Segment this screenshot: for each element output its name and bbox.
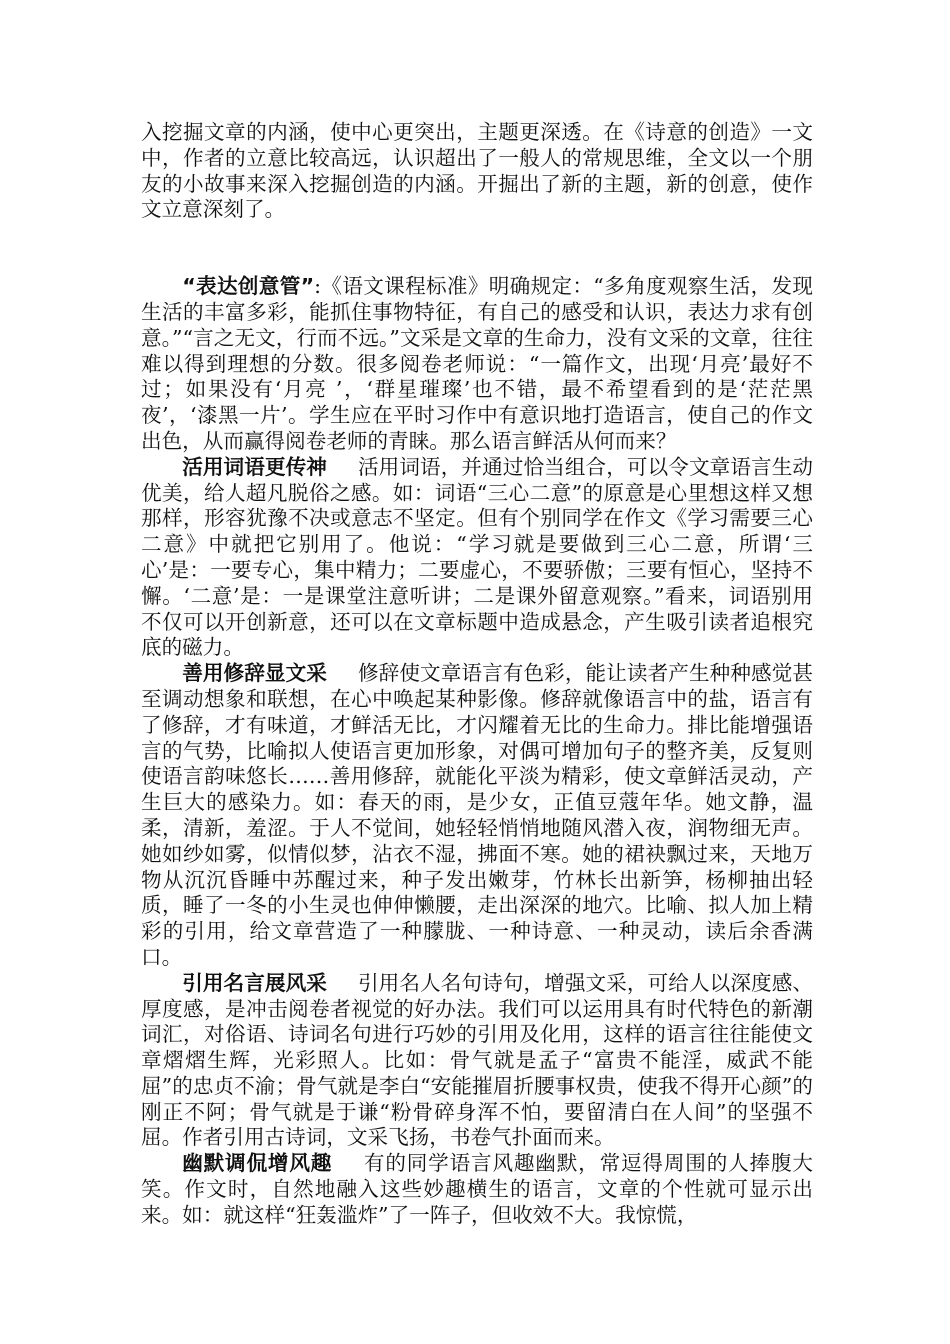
point-heading-2: 善用修辞显文采 bbox=[182, 661, 327, 686]
paragraph-gap bbox=[141, 223, 813, 274]
point-paragraph-2 bbox=[141, 661, 813, 971]
point-text-2: 修辞使文章语言有色彩，能让读者产生种种感觉甚至调动想象和联想，在心中唤起某种影像。修辞就像语言中的盐，语言有了修辞，才有味道，才鲜活无比，才闪耀着无比的生命力。排比能增强语言的气势，比喻拟人使语言更加形象，对偶可增加句子的整齐美，反复则使语言韵味悠长……善用修辞，就能化平淡为精彩，使文章鲜活灵动，产生巨大的感染力。如：春天的雨，是少女，正值豆蔻年华。她文静，温柔，清新，羞涩。于人不觉间，她轻轻悄悄地随风潜入夜，润物细无声。她如纱如雾，似情似梦，沾衣不湿，拂面不寒。她的裙袂飘过来，天地万物从沉沉昏睡中苏醒过来，种子发出嫩芽，竹林长出新笋，杨柳抽出轻质，睡了一冬的小生灵也伸伸懒腰，走出深深的地穴。比喻、拟人加上精彩的引用，给文章营造了一种朦胧、一种诗意、一种灵动，读后余香满口。 bbox=[141, 661, 814, 969]
point-paragraph-1 bbox=[141, 455, 813, 661]
point-text-1: 活用词语，并通过恰当组合，可以令文章语言生动优美，给人超凡脱俗之感。如：词语“三心二意”的原意是心里想这样又想那样，形容犹豫不决或意志不坚定。但有个别同学在作文《学习需要三心二意》中就把它别用了。他说：“学习就是要做到三心二意，所谓‘三心’是：一要专心，集中精力；二要虚心，不要骄傲；三要有恒心，坚持不懈。‘二意’是：一是课堂注意听讲；二是课外留意观察。”看来，词语别用不仅可以开创新意，还可以在文章标题中造成悬念，产生吸引读者追根究底的磁力。 bbox=[141, 454, 814, 660]
point-text-3: 引用名人名句诗句，增强文采，可给人以深度感、厚度感，是冲击阅卷者视觉的好办法。我们可以运用具有时代特色的新潮词汇，对俗语、诗词名句进行巧妙的引用及化用，这样的语言往往能使文章熠熠生辉，光彩照人。比如：骨气就是孟子“富贵不能淫，威武不能屈”的忠贞不渝；骨气就是李白“安能摧眉折腰事权贵，使我不得开心颜”的刚正不阿；骨气就是于谦“粉骨碎身浑不怕，要留清白在人间”的坚强不屈。作者引用古诗词，文采飞扬，书卷气扑面而来。 bbox=[141, 970, 814, 1150]
point-text-4: 有的同学语言风趣幽默，常逗得周围的人捧腹大笑。作文时，自然地融入这些妙趣横生的语言，文章的个性就可显示出来。如：就这样“狂轰滥炸”了一阵子，但收效不大。我惊慌， bbox=[141, 1151, 814, 1227]
point-heading-4: 幽默调侃增风趣 bbox=[182, 1151, 333, 1176]
section-paragraph bbox=[141, 274, 813, 455]
section-text: :《语文课程标准》明确规定：“多角度观察生活，发现生活的丰富多彩，能抓住事物特征，有自己的感受和认识，表达力求有创意。”“言之无文，行而不远。”文采是文章的生命力，没有文采的文章，往往难以得到理想的分数。很多阅卷老师说：“一篇作文，出现‘月亮’最好不过；如果没有‘月亮 ’，‘群星璀璨’也不错，最不希望看到的是‘茫茫黑夜’，‘漆黑一片’。学生应在平时习作中有意识地打造语言，使自己的作文出色，从而赢得阅卷老师的青睐。那么语言鲜活从何而来？ bbox=[141, 274, 813, 453]
section-heading: “表达创意管” bbox=[182, 274, 315, 299]
point-heading-3: 引用名言展风采 bbox=[182, 970, 327, 995]
intro-paragraph: 入挖掘文章的内涵，使中心更突出，主题更深透。在《诗意的创造》一文中，作者的立意比较高远，认识超出了一般人的常规思维，全文以一个朋友的小故事来深入挖掘创造的内涵。开掘出了新的主题，新的创意，使作文立意深刻了。 bbox=[141, 120, 813, 222]
point-paragraph-3 bbox=[141, 971, 813, 1152]
point-heading-1: 活用词语更传神 bbox=[182, 454, 327, 479]
point-paragraph-4 bbox=[141, 1151, 813, 1228]
document-body bbox=[141, 120, 813, 1229]
